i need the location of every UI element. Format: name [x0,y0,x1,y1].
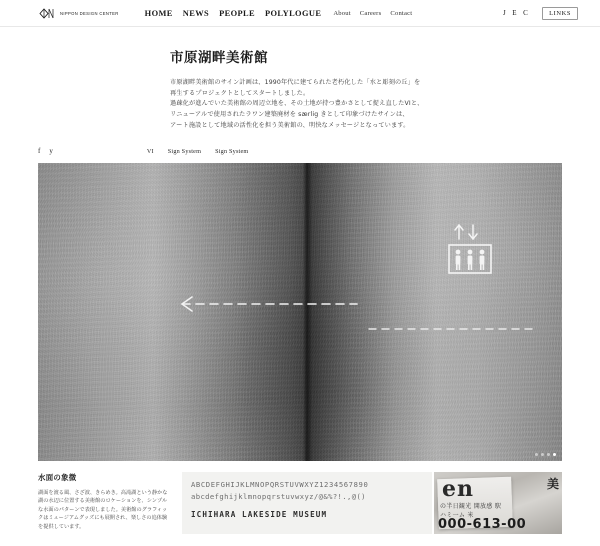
article-description [170,78,500,131]
nav-item-about[interactable]: About [333,9,351,17]
goods-cjk-glyph: 美 [546,477,559,491]
nav-item-careers[interactable]: Careers [359,9,382,17]
elevator-pictogram-icon [443,221,503,279]
ndc-diamond-logo-icon [38,8,56,19]
directional-arrow-left-icon [168,293,358,315]
header-utilities [503,7,600,20]
directional-dash-right-icon [368,318,534,322]
bottom-section [38,472,562,538]
specimen-wordmark: ICHIHARA LAKESIDE MUSEUM [191,510,328,519]
carousel-dot[interactable] [535,453,538,456]
twitter-icon[interactable]: y [49,147,53,155]
bottom-text-block [38,472,182,538]
page-title: 市原湖畔美術館 [170,50,268,66]
description-line: 再生するプロジェクトとしてスタートしました。 [170,89,310,97]
typeface-specimen-panel[interactable] [182,472,432,534]
facebook-icon[interactable]: f [38,147,41,155]
tag-sign-system-2[interactable]: Sign System [215,147,249,155]
article-header [170,46,500,131]
links-button[interactable]: LINKS [542,7,578,20]
specimen-lowercase: abcdefghijklmnopqrstuvwxyz/@&%?!.,@() [191,492,366,501]
section-body: 湖面を渡る風、さざ波、きらめき。高滝湖という静かな湖の水辺に位置する美術館のロケーションを、シンプルな水面のパターンで表現しました。美術館のグラフィックはミュージアムグッズにも展開され、楽しさの追体験を提供しています。 [38,490,168,530]
nav-item-polylogue[interactable]: POLYLOGUE [264,8,322,18]
site-header [0,0,600,27]
language-switcher[interactable]: J E C [503,9,531,17]
goods-number: 000-613-00 [438,517,527,532]
hero-image[interactable] [38,163,562,461]
specimen-uppercase: ABCDEFGHIJKLMNOPQRSTUVWXYZ1234567890 [191,480,369,489]
carousel-dot[interactable] [541,453,544,456]
goods-text-row: の半日観光 開放感 駅 [440,503,502,510]
article-meta [38,147,562,155]
nav-item-home[interactable]: HOME [144,8,173,18]
logo-text: NIPPON DESIGN CENTER [60,10,119,16]
social-share [38,147,53,155]
description-line: 市原湖畔美術館のサイン計画は、1990年代に建てられた老朽化した「水と彫刻の丘」を [170,79,421,86]
specimen-lines [191,480,426,519]
carousel-dot[interactable] [547,453,550,456]
primary-navigation [145,9,322,18]
goods-glyph: en [442,476,474,502]
secondary-navigation [333,10,412,17]
description-line: 過疎化が進んでいた美術館の周辺立地を、その土地が持つ豊かさとして捉え直したVIと、 [170,100,424,108]
tag-sign-system-1[interactable]: Sign System [167,147,202,155]
carousel-dot-active[interactable] [553,453,556,456]
description-line: リニューアルで使用されたラワン建築廃材を særlig きとして印象づけたサインは、 [170,110,409,118]
section-title: 水面の象徴 [38,473,77,482]
tag-list [147,148,249,155]
museum-goods-thumbnail[interactable] [434,472,562,534]
description-line: アート施設として地域の活性化を担う美術館の、明快なメッセージとなっています。 [170,121,410,129]
site-logo[interactable] [0,8,119,19]
tag-vi[interactable]: VI [146,147,154,155]
nav-item-news[interactable]: NEWS [182,8,210,18]
nav-item-people[interactable]: PEOPLE [219,8,255,18]
goods-text-row: ハミ一ム 米 [440,512,474,519]
nav-item-contact[interactable]: Contact [390,9,413,17]
carousel-indicator[interactable] [535,453,556,456]
